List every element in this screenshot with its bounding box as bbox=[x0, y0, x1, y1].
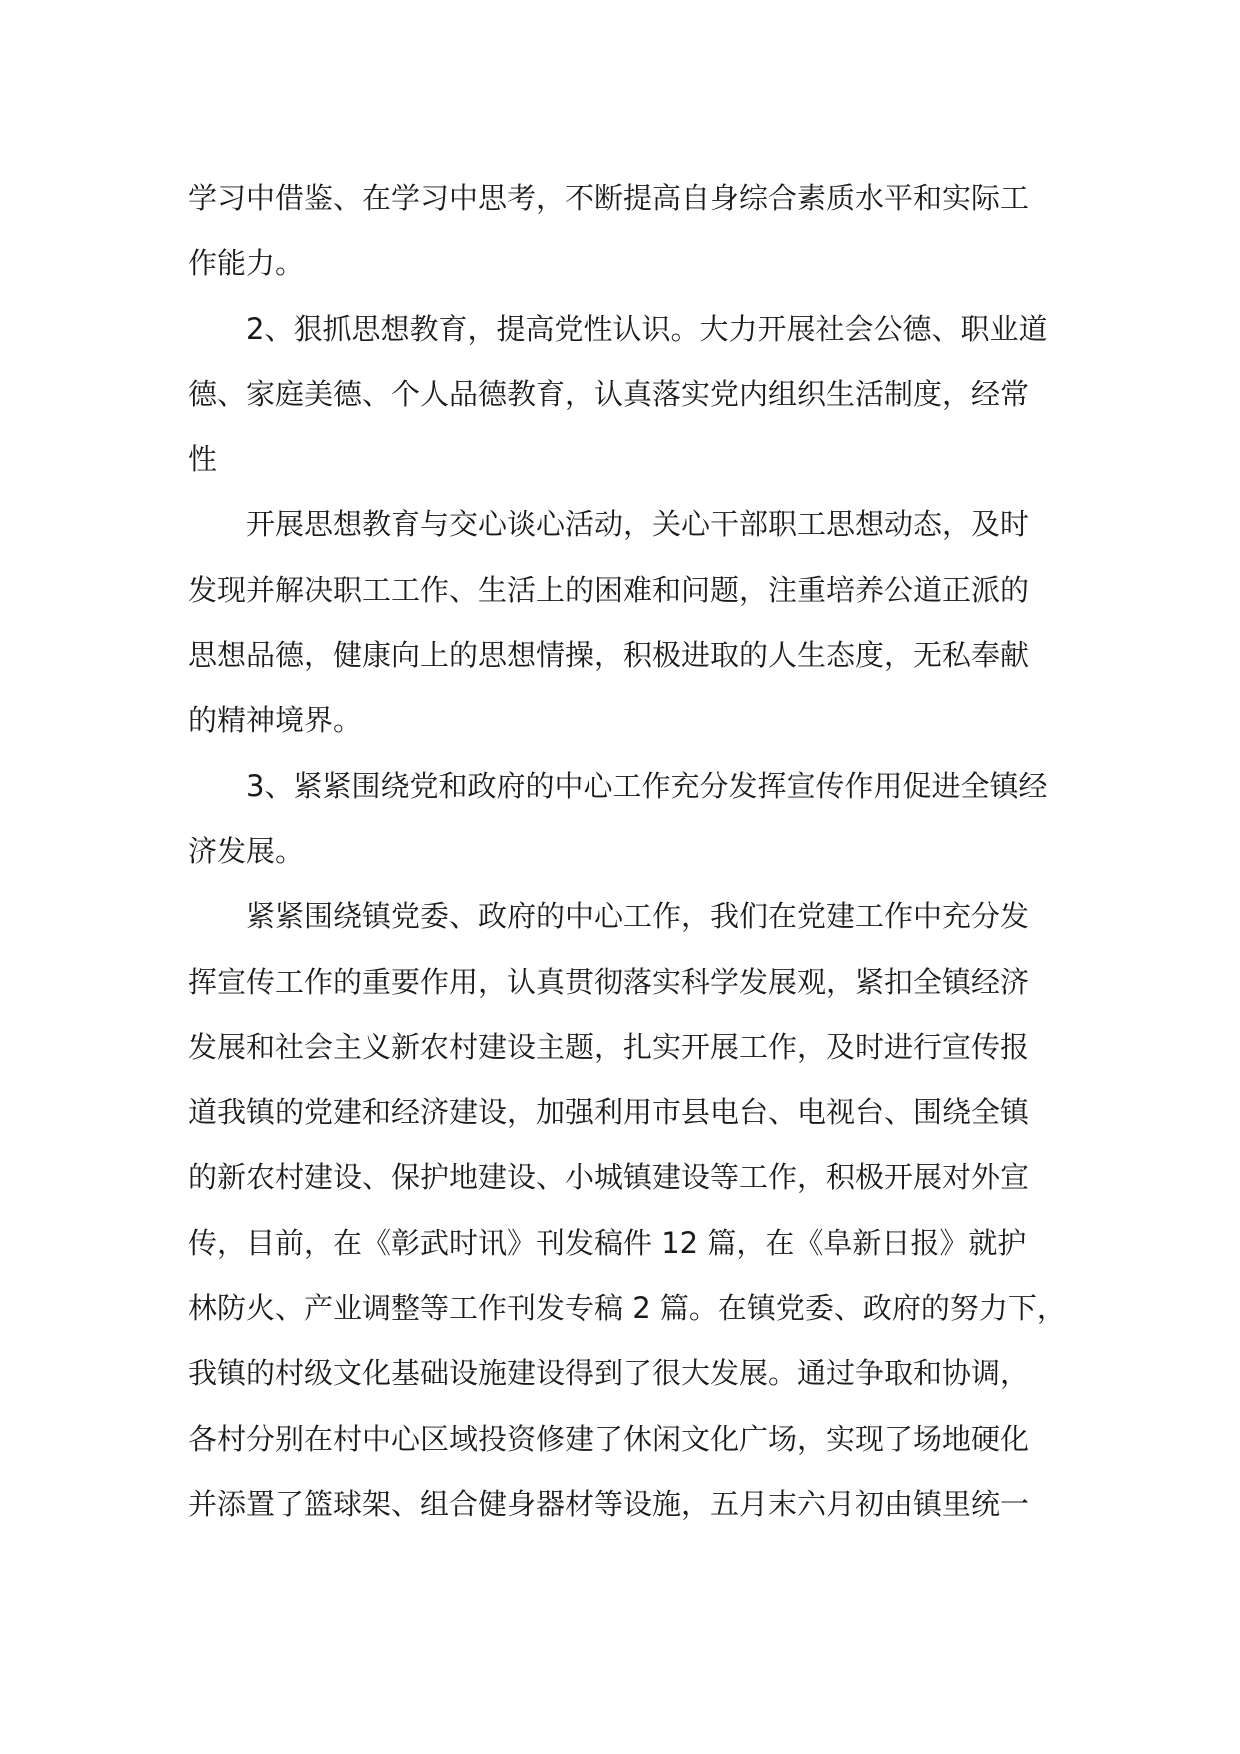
text-line: 开展思想教育与交心谈心活动，关心干部职工思想动态，及时 bbox=[246, 507, 1030, 542]
text-line: 道我镇的党建和经济建设，加强利用市县电台、电视台、围绕全镇 bbox=[188, 1095, 1030, 1130]
text-line: 德、家庭美德、个人品德教育，认真落实党内组织生活制度，经常 bbox=[188, 376, 1030, 411]
text-line: 济发展。 bbox=[188, 833, 305, 868]
text-line: 挥宣传工作的重要作用，认真贯彻落实科学发展观，紧扣全镇经济 bbox=[188, 964, 1030, 999]
text-line: 发现并解决职工工作、生活上的困难和问题，注重培养公道正派的 bbox=[188, 572, 1030, 607]
text-line: 并添置了篮球架、组合健身器材等设施，五月末六月初由镇里统一 bbox=[188, 1486, 1030, 1521]
text-line: 性 bbox=[188, 442, 218, 477]
text-line: 作能力。 bbox=[188, 246, 305, 281]
text-line: 的新农村建设、保护地建设、小城镇建设等工作，积极开展对外宣 bbox=[188, 1160, 1030, 1195]
text-line: 思想品德，健康向上的思想情操，积极进取的人生态度，无私奉献 bbox=[188, 638, 1030, 673]
text-line: 传，目前，在《彰武时讯》刊发稿件 12 篇，在《阜新日报》就护 bbox=[188, 1225, 1027, 1260]
text-line: 3、紧紧围绕党和政府的中心工作充分发挥宣传作用促进全镇经 bbox=[246, 768, 1048, 803]
text-line: 各村分别在村中心区域投资修建了休闲文化广场，实现了场地硬化 bbox=[188, 1421, 1030, 1456]
text-line: 学习中借鉴、在学习中思考，不断提高自身综合素质水平和实际工 bbox=[188, 181, 1030, 215]
text-line: 2、狠抓思想教育，提高党性认识。大力开展社会公德、职业道 bbox=[246, 311, 1048, 346]
text-line: 林防火、产业调整等工作刊发专稿 2 篇。在镇党委、政府的努力下， bbox=[188, 1291, 1066, 1326]
body-text bbox=[188, 170, 1068, 1541]
text-line: 紧紧围绕镇党委、政府的中心工作，我们在党建工作中充分发 bbox=[246, 899, 1030, 934]
text-line: 发展和社会主义新农村建设主题，扎实开展工作，及时进行宣传报 bbox=[188, 1029, 1030, 1064]
text-line: 我镇的村级文化基础设施建设得到了很大发展。通过争取和协调， bbox=[188, 1356, 1030, 1391]
text-line: 的精神境界。 bbox=[188, 703, 363, 738]
